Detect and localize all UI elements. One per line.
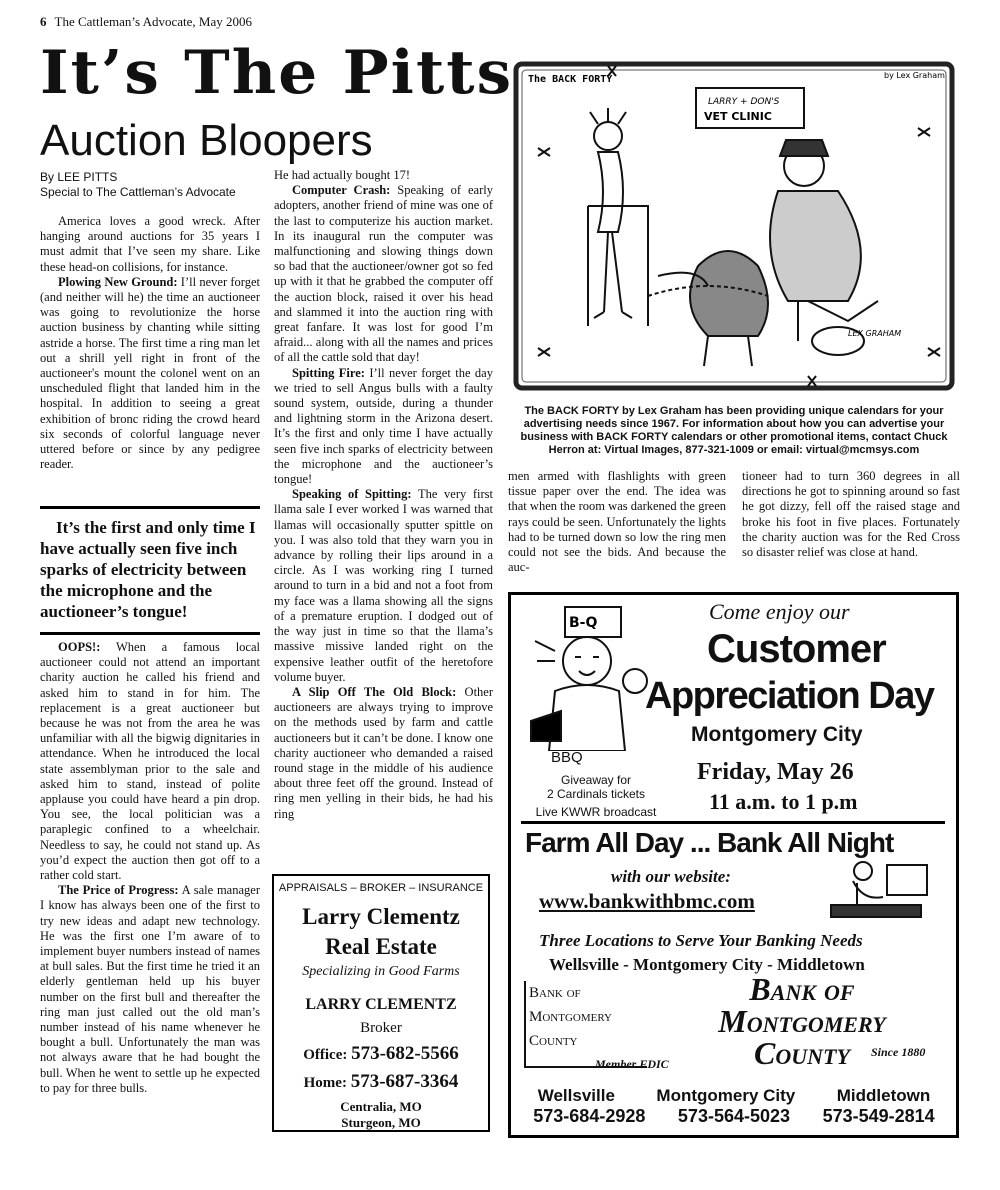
publication-line: The Cattleman’s Advocate, May 2006 bbox=[54, 14, 252, 29]
computer-user-illustration bbox=[827, 857, 937, 923]
cartoon-credit: by Lex Graham bbox=[884, 71, 945, 80]
bbq-label: BBQ bbox=[551, 749, 583, 766]
ad-cities: Centralia, MO Sturgeon, MO bbox=[340, 1099, 422, 1130]
cartoon-signature: LEX GRAHAM bbox=[848, 329, 902, 338]
article-column-2 bbox=[274, 168, 493, 822]
subhead: Computer Crash: bbox=[292, 183, 391, 198]
bank-ad bbox=[508, 592, 959, 1138]
subhead: Speaking of Spitting: bbox=[292, 487, 412, 502]
real-estate-ad bbox=[272, 874, 490, 1132]
company-name: Larry Clementz Real Estate bbox=[302, 904, 460, 959]
paragraph: He had actually bought 17! bbox=[274, 168, 411, 182]
sign-line-2: VET CLINIC bbox=[704, 110, 772, 123]
paragraph: Speaking of Spitting: The very first llama sale I ever worked I was warned that llamas will occasionally sputter spittle on you. I was also told that they warn you in advance by rolling their lips around in a circle. As I was working ring I turned around to turn in a bid and not a foot from my face was a llama showing all the signs of a premature eruption. I dodged out of the way just in time so that the llama’s massive missive landed right on the expensive leather outfit of the heretofore volume buyer. bbox=[274, 487, 493, 684]
article-column-1 bbox=[40, 214, 260, 472]
paragraph: Computer Crash: Speaking of early adopters, another friend of mine was one of the last to computerize his auction market. In its inaugural run the computer was malfunctioning and slowing things down so bad that the auctioneer/owner got so fed up with it that he grabbed the computer off the auction block, raised it over his head and slammed it into the auction ring with great fanfare. It was lost for good I’m afraid... along with all the names and prices of all the cattle sold that day! bbox=[274, 183, 493, 365]
author: By LEE PITTS bbox=[40, 170, 118, 184]
subhead: The Price of Progress: bbox=[58, 883, 179, 898]
paragraph: The Price of Progress: A sale manager I know has always been one of the first to try new ideas and adapt new technology. He was the first one I’m aware of to implement buyer numbers instead of names at bull sales. But the first time he tried it an elderly gentleman held up his buyer number on the first bull and thereafter the ring man just called out the old man’s number instead of his name whenever he bought a bull. Unfortunately the man was not always aware that he had bought the bull. When he went to settle up he expected to pay for three bulls. bbox=[40, 883, 260, 1095]
article-column-4 bbox=[742, 469, 960, 560]
paragraph: OOPS!: When a famous local auctioneer could not attend an important charity auction he called his friend and asked him to stand in for him. The replacement is a great auctioneer but because he was not from the area he was unfamiliar with all the bigwig dignitaries in attendance. When he introduced the local state assemblyman prior to the sale and asked him to stand, instead of polite applause you could have heard a pin drop. You see, the local politician was a paraplegic confined to a wheelchair. Needless to say, he could not stand up. As you’d expect the auction then got off to a rather cold start. bbox=[40, 640, 260, 883]
ad-specialty: Specializing in Good Farms bbox=[302, 964, 460, 979]
ad-intro: Come enjoy our bbox=[709, 599, 850, 624]
locations-list: Wellsville - Montgomery City - Middletown bbox=[549, 955, 865, 974]
cartoon bbox=[508, 56, 960, 396]
branch-list bbox=[517, 1085, 951, 1127]
broadcast-text: Live KWWR broadcast bbox=[535, 805, 657, 819]
bbq-chef-illustration bbox=[525, 601, 655, 751]
ad-header: APPRAISALS – BROKER – INSURANCE bbox=[278, 882, 484, 894]
since-year: Since 1880 bbox=[871, 1045, 926, 1059]
page-number: 6 bbox=[40, 14, 47, 29]
branch-name: Middletown bbox=[836, 1086, 931, 1105]
paragraph: Spitting Fire: I’ll never forget the day we tried to sell Angus bulls with a faulty sound system, outside, during a thunder and lightning storm in the Arizona desert. It’s the first and only time I have actually seen five inch sparks of electricity between the microphone and the auctioneer’s tongue! bbox=[274, 365, 493, 487]
broker-name: LARRY CLEMENTZ bbox=[305, 996, 457, 1013]
paragraph: America loves a good wreck. After hanging around auctions for 35 years I must admit that I’ve seen my share. Like these head-on collisions, for instance. bbox=[40, 214, 260, 274]
column-title: It’s The Pitts bbox=[40, 38, 514, 108]
article-column-3 bbox=[508, 469, 726, 575]
home-phone: Home: 573-687-3364 bbox=[303, 1071, 459, 1092]
article-column-1b bbox=[40, 640, 260, 1096]
office-phone: Office: 573-682-5566 bbox=[303, 1043, 459, 1064]
giveaway-text: Giveaway for 2 Cardinals tickets bbox=[546, 773, 646, 801]
cartoon-drawing bbox=[508, 56, 960, 396]
paragraph: men armed with flashlights with green tissue paper over the end. The idea was that when the room was darkened the green rays could be seen. Unfortunately the lights had to be turned down so low the ring men could not see the bids. And because the auc- bbox=[508, 469, 726, 575]
ad-headline-2: Appreciation Day bbox=[645, 675, 934, 717]
paragraph: A Slip Off The Old Block: Other auctioneers are always trying to improve on the methods used by farm and cattle auctioneers but it can’t be done. I know one charity auctioneer who demanded a raised round stage in the middle of his audience about three feet off the ground. Instead of ring men yelling in their bids, he had his ring bbox=[274, 684, 493, 821]
branch-phone: 573-684-2928 bbox=[533, 1106, 646, 1126]
sign-line-1: LARRY + DON'S bbox=[708, 97, 780, 107]
event-city: Montgomery City bbox=[691, 723, 863, 746]
byline bbox=[40, 170, 236, 200]
subhead: OOPS!: bbox=[58, 640, 101, 654]
event-date: Friday, May 26 bbox=[697, 759, 854, 785]
branch-phone: 573-549-2814 bbox=[822, 1106, 935, 1126]
paragraph: Plowing New Ground: I’ll never forget (and neither will he) the time an auctioneer was going to revolutionize the horse auction business by chanting while sitting astride a horse. The first time a ring man let out a shrill yell right in front of the auctioneer's mount the colonel went on an unscheduled flight that landed him in the hospital. In addition to seeing a great exhibition of bronc riding the crowd heard six seconds of colorful language never uttered before or since by any pedigree reader. bbox=[40, 274, 260, 472]
subhead: A Slip Off The Old Block: bbox=[292, 684, 457, 699]
page-header bbox=[40, 14, 252, 30]
bank-name: Bank of Montgomery County bbox=[718, 971, 886, 1071]
locations-heading: Three Locations to Serve Your Banking Needs bbox=[539, 931, 863, 950]
branch-name: Montgomery City bbox=[656, 1086, 796, 1105]
website-link[interactable]: www.bankwithbmc.com bbox=[539, 889, 755, 913]
website-intro: with our website: bbox=[611, 867, 731, 886]
subhead: Spitting Fire: bbox=[292, 365, 365, 380]
subhead: Plowing New Ground: bbox=[58, 274, 178, 289]
bank-logo: Bank of Montgomery County bbox=[523, 979, 649, 1071]
pull-quote: It’s the first and only time I have actually seen five inch sparks of electricity between the microphone and the auctioneer’s tongue! bbox=[40, 506, 260, 635]
article-title: Auction Bloopers bbox=[40, 116, 373, 165]
affiliation: Special to The Cattleman’s Advocate bbox=[40, 185, 236, 199]
cartoon-caption: The BACK FORTY by Lex Graham has been providing unique calendars for your advertising needs since 1967. For information about how you can advertise your business with BACK FORTY calendars or other promotional items, contact Chuck Herron at: Virtual Images, 877-321-1009 or email: virtual@mcmsys.com bbox=[520, 405, 948, 456]
slogan: Farm All Day ... Bank All Night bbox=[525, 827, 894, 858]
svg-text:B-Q: B-Q bbox=[569, 615, 598, 631]
divider bbox=[521, 821, 945, 824]
branch-phone: 573-564-5023 bbox=[677, 1106, 791, 1126]
event-time: 11 a.m. to 1 p.m bbox=[709, 789, 858, 814]
cartoon-strip-title: The BACK FORTY bbox=[528, 74, 613, 85]
branch-name: Wellsville bbox=[537, 1086, 615, 1105]
broker-role: Broker bbox=[360, 1020, 402, 1036]
paragraph: tioneer had to turn 360 degrees in all directions he got to spinning around so fast he got dizzy, fell off the raised stage and broke his foot in five places. Fortunately the charity auction was for the Red Cross so disaster relief was close at hand. bbox=[742, 469, 960, 560]
ad-headline-1: Customer bbox=[707, 627, 886, 671]
member-fdic: Member FDIC bbox=[595, 1057, 669, 1071]
